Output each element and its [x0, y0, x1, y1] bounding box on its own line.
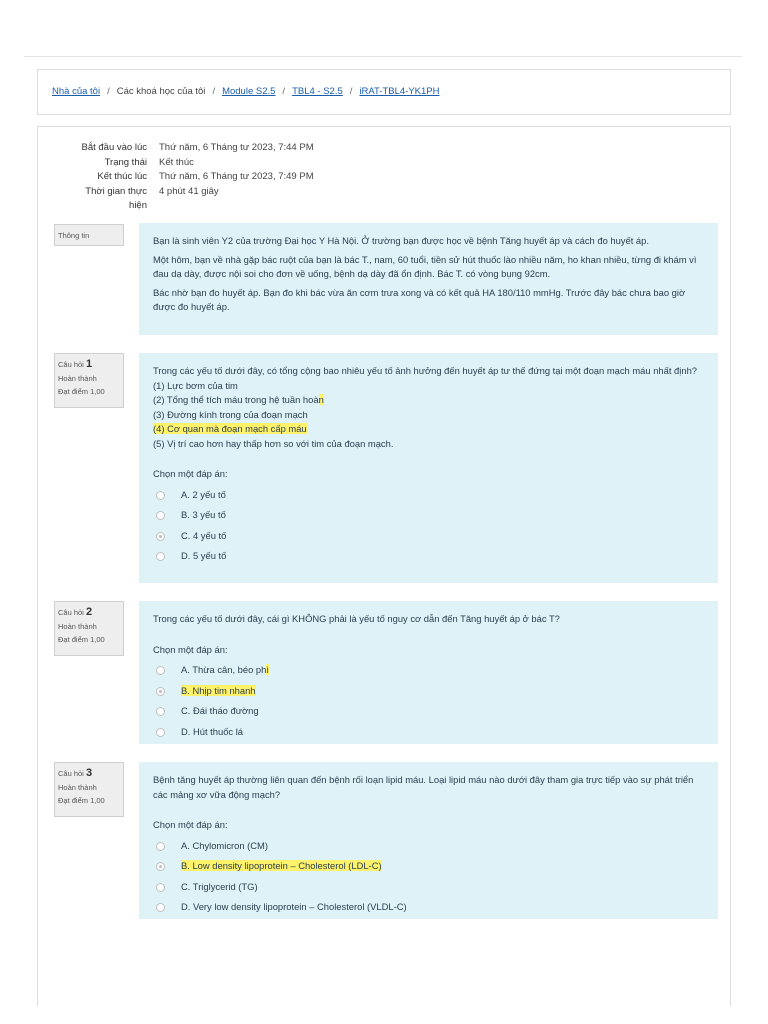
question-status: Hoàn thành: [58, 621, 97, 631]
radio-button[interactable]: [156, 883, 165, 892]
question-number: 2: [85, 606, 93, 618]
statement-item: (3) Đường kính trong của đoạn mạch: [153, 408, 308, 420]
breadcrumb-separator: /: [107, 86, 110, 97]
summary-row-state: [38, 156, 730, 171]
question-label: Câu hỏi: [58, 608, 84, 617]
answer-option-d[interactable]: D. Very low density lipoprotein – Cholesterol (VLDL-C): [153, 897, 704, 918]
question-2-content: [139, 601, 718, 744]
answer-prompt: Chọn một đáp án:: [153, 819, 228, 830]
end-value: Thứ năm, 6 Tháng tư 2023, 7:49 PM: [159, 171, 314, 182]
time-label: Thời gian thực hiện: [85, 185, 147, 211]
answer-option-d[interactable]: D. Hút thuốc lá: [153, 722, 704, 743]
answer-option-d[interactable]: D. 5 yếu tố: [153, 546, 704, 567]
answer-option-a[interactable]: A. Thừa cân, béo phì: [153, 660, 704, 681]
statement-item: (5) Vị trí cao hơn hay thấp hơn so với tim của đoạn mạch.: [153, 437, 394, 449]
info-paragraph: Bạn là sinh viên Y2 của trường Đại học Y Hà Nội. Ở trường bạn được học về bệnh Tăng huyết áp và cách đo huyết áp.: [153, 235, 649, 246]
question-label: Câu hỏi: [58, 360, 84, 369]
question-text: Trong các yếu tố dưới đây, có tổng cộng bao nhiêu yếu tố ảnh hưởng đến huyết áp tư thế đứng tại một đoạn mạch máu nhất định?: [153, 365, 698, 376]
radio-button[interactable]: [156, 552, 165, 561]
answer-prompt: Chọn một đáp án:: [153, 468, 228, 479]
attempt-summary: [38, 141, 730, 214]
summary-row-time: [38, 185, 730, 214]
start-value: Thứ năm, 6 Tháng tư 2023, 7:44 PM: [159, 142, 314, 153]
question-text: Trong các yếu tố dưới đây, cái gì KHÔNG phải là yếu tố nguy cơ dẫn đến Tăng huyết áp ở bác T?: [153, 613, 560, 624]
question-status: Hoàn thành: [58, 782, 97, 792]
info-content: [139, 223, 718, 335]
question-3-sidebar: [54, 762, 124, 817]
breadcrumb-my-courses: Các khoá học của tôi: [116, 86, 206, 97]
radio-button[interactable]: [156, 491, 165, 500]
top-divider: [24, 56, 742, 57]
breadcrumb-module-link[interactable]: Module S2.5: [222, 86, 276, 97]
breadcrumb-irat-link[interactable]: iRAT-TBL4-YK1PH: [359, 86, 440, 97]
answer-option-c[interactable]: C. Triglycerid (TG): [153, 877, 704, 898]
breadcrumb-separator: /: [282, 86, 286, 97]
info-paragraph: Bác nhờ bạn đo huyết áp. Bạn đo khi bác vừa ăn cơm trưa xong và có kết quả HA 180/110 mmHg. Trước đây bác chưa bao giờ được đo huyết áp.: [153, 286, 686, 312]
radio-button[interactable]: [156, 842, 165, 851]
answer-option-a[interactable]: A. Chylomicron (CM): [153, 836, 704, 857]
radio-button[interactable]: [156, 728, 165, 737]
breadcrumb-separator: /: [212, 86, 216, 97]
statement-item: (1) Lực bơm của tim: [153, 379, 238, 391]
question-3-content: [139, 762, 718, 919]
statement-item: (2) Tổng thể tích máu trong hệ tuần hoàn: [153, 394, 324, 405]
info-paragraph: Một hôm, bạn về nhà gặp bác ruột của bạn là bác T., nam, 60 tuổi, tiền sử hút thuốc lào nhiều năm, ho khan nhiều, từng đi khám vì đau dạ dày, được nội soi cho đơn về uống, bệnh dạ dày đã ổn định. Bác T. có vòng bụng 92cm.: [153, 253, 697, 279]
state-value: Kết thúc: [159, 156, 194, 168]
question-1-content: [139, 353, 718, 583]
question-score: Đạt điểm 1,00: [58, 387, 105, 396]
answer-prompt: Chọn một đáp án:: [153, 643, 228, 655]
quiz-review-panel: [37, 126, 731, 1006]
info-label: Thông tin: [58, 231, 90, 240]
question-2-sidebar: [54, 601, 124, 656]
question-1-sidebar: [54, 353, 124, 408]
answer-option-b[interactable]: B. Nhịp tim nhanh: [153, 681, 704, 702]
summary-row-start: [38, 141, 730, 156]
question-score: Đạt điểm 1,00: [58, 635, 105, 644]
question-text: Bệnh tăng huyết áp thường liên quan đến bệnh rối loạn lipid máu. Loại lipid máu nào dưới đây tham gia trực tiếp vào sự phát triển các mảng xơ vữa động mạch?: [153, 774, 694, 800]
answer-option-a[interactable]: A. 2 yếu tố: [153, 485, 704, 506]
state-label: Trạng thái: [104, 156, 147, 168]
answer-option-b[interactable]: B. 3 yếu tố: [153, 505, 704, 526]
radio-button[interactable]: [156, 532, 165, 541]
question-status: Hoàn thành: [58, 373, 97, 383]
radio-button[interactable]: [156, 687, 165, 696]
breadcrumb: [52, 86, 439, 97]
question-number: 1: [85, 358, 93, 370]
start-label: Bắt đầu vào lúc: [81, 142, 147, 153]
end-label: Kết thúc lúc: [97, 171, 147, 182]
breadcrumb-tbl-link[interactable]: TBL4 - S2.5: [292, 86, 343, 97]
answer-option-c[interactable]: C. 4 yếu tố: [153, 526, 704, 547]
summary-row-end: [38, 170, 730, 185]
question-number: 3: [85, 767, 93, 779]
radio-button[interactable]: [156, 707, 165, 716]
question-label: Câu hỏi: [58, 769, 84, 778]
statement-item: (4) Cơ quan mà đoạn mạch cấp máu: [153, 423, 307, 434]
radio-button[interactable]: [156, 666, 165, 675]
radio-button[interactable]: [156, 862, 165, 871]
breadcrumb-bar: [37, 69, 731, 115]
breadcrumb-home-link[interactable]: Nhà của tôi: [52, 86, 101, 97]
time-value: 4 phút 41 giây: [159, 185, 219, 197]
radio-button[interactable]: [156, 511, 165, 520]
radio-button[interactable]: [156, 903, 165, 912]
question-score: Đạt điểm 1,00: [58, 796, 105, 805]
info-sidebar: [54, 224, 124, 246]
breadcrumb-separator: /: [349, 86, 353, 97]
answer-option-c[interactable]: C. Đái tháo đường: [153, 701, 704, 722]
answer-option-b[interactable]: B. Low density lipoprotein – Cholesterol (LDL-C): [153, 856, 704, 877]
